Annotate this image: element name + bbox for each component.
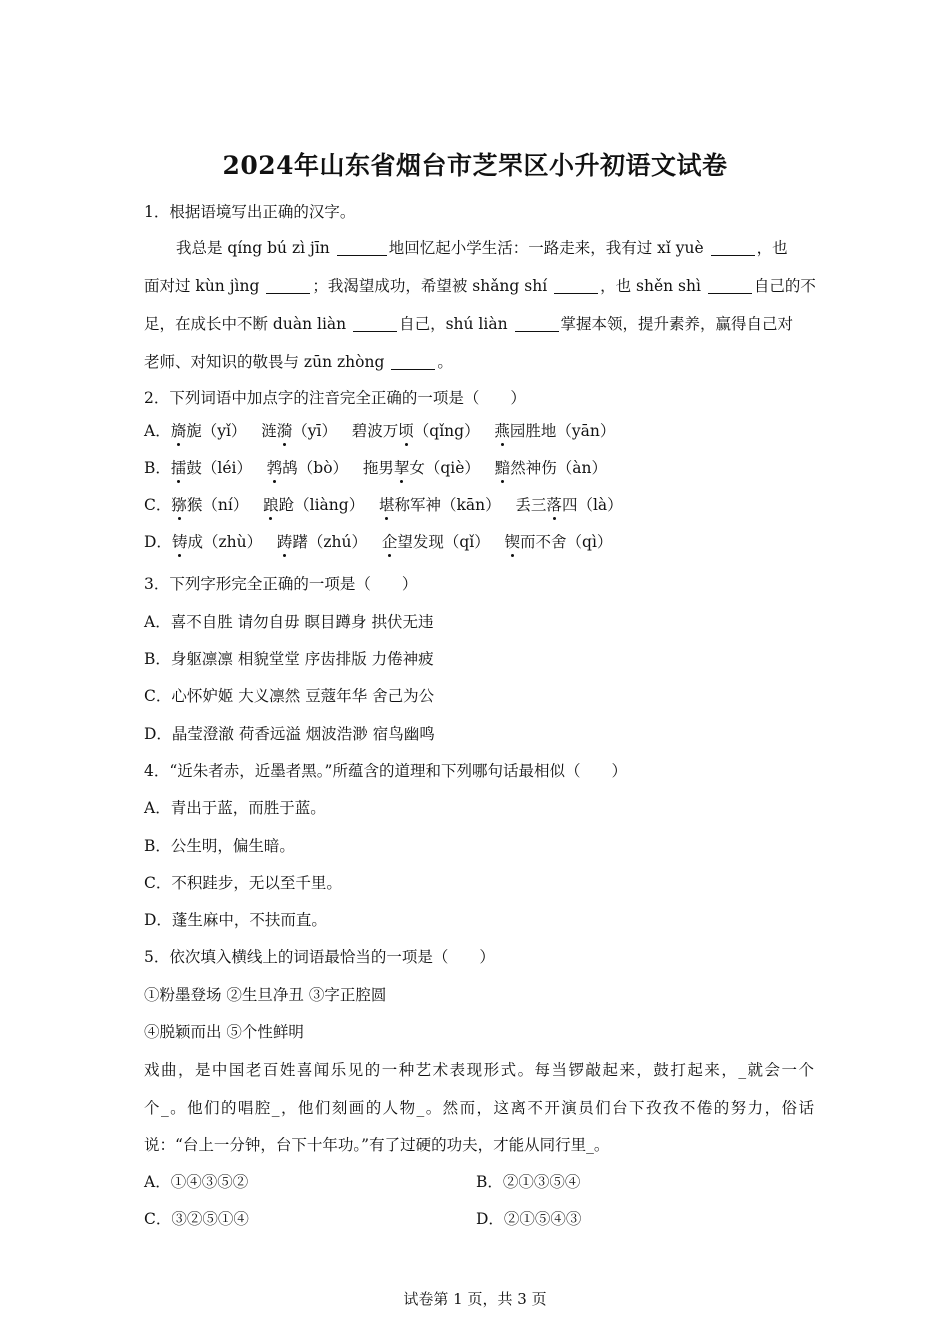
answer-blank[interactable] — [266, 278, 310, 295]
q5-passage-line: 戏曲，是中国老百姓喜闻乐见的一种艺术表现形式。每当锣敲起来，鼓打起来，_就会一个 — [144, 1061, 814, 1079]
q1-text: 自己，shú liàn — [399, 315, 508, 333]
q1-text: ；我渴望成功，希望被 shǎng shí — [312, 277, 548, 295]
q4-option-c[interactable]: C．不积跬步，无以至千里。 — [144, 874, 342, 892]
q5-choices-1: ①粉墨登场 ②生旦净丑 ③字正腔圆 — [144, 986, 387, 1004]
q3-option-c[interactable]: C．心怀妒姬 大义凛然 豆蔻年华 舍己为公 — [144, 687, 435, 705]
q5-passage-line: 个_。他们的唱腔_，他们刻画的人物_。然而，这离不开演员们台下孜孜不倦的努力，俗话 — [144, 1099, 814, 1117]
dotted-char: 落 — [546, 493, 562, 515]
dotted-char: 猕 — [171, 493, 187, 515]
answer-blank[interactable] — [391, 354, 435, 371]
q1-text: ，也 shěn shì — [600, 277, 701, 295]
dotted-char: 堪 — [379, 493, 395, 515]
dotted-char: 企 — [382, 530, 398, 552]
q2-stem: 2．下列词语中加点字的注音完全正确的一项是（ ） — [144, 389, 526, 407]
q5-option-a[interactable]: A．①④③⑤② — [144, 1173, 249, 1191]
q2-option-d[interactable]: D．铸成（zhù） 踌躇（zhú） 企望发现（qǐ） 锲而不舍（qì） — [144, 530, 814, 552]
q5-option-b[interactable]: B．②①③⑤④ — [476, 1173, 581, 1191]
dotted-char: 锲 — [505, 530, 521, 552]
dotted-char: 踌 — [277, 530, 293, 552]
answer-blank[interactable] — [515, 316, 559, 333]
q5-choices-2: ④脱颖而出 ⑤个性鲜明 — [144, 1023, 304, 1041]
q2-option-a[interactable]: A．旖旎（yǐ） 涟漪（yī） 碧波万顷（qǐng） 燕园胜地（yān） — [144, 419, 814, 441]
q1-text: 。 — [437, 353, 453, 371]
dotted-char: 顷 — [398, 419, 414, 441]
answer-blank[interactable] — [353, 316, 397, 333]
page-title: 2024年山东省烟台市芝罘区小升初语文试卷 — [222, 151, 728, 180]
answer-blank[interactable] — [708, 278, 752, 295]
dotted-char: 漪 — [277, 419, 293, 441]
q5-option-c[interactable]: C．③②⑤①④ — [144, 1210, 249, 1228]
answer-blank[interactable] — [337, 240, 387, 257]
q1-text: 面对过 kùn jìng — [144, 277, 260, 295]
option-label: B． — [144, 459, 171, 477]
q5-stem: 5．依次填入横线上的词语最恰当的一项是（ ） — [144, 948, 495, 966]
q3-stem: 3．下列字形完全正确的一项是（ ） — [144, 575, 418, 593]
dotted-char: 旖 — [171, 419, 187, 441]
q2-option-c[interactable]: C．猕猴（ní） 踉跄（liàng） 堪称军神（kān） 丢三落四（là） — [144, 493, 814, 515]
q3-option-a[interactable]: A．喜不自胜 请勿自毋 瞑目蹲身 拱伏无违 — [144, 613, 434, 631]
q1-text: 地回忆起小学生活：一路走来，我有过 xǐ yuè — [388, 239, 704, 257]
q1-text: 老师、对知识的敬畏与 zūn zhòng — [144, 353, 385, 371]
page-footer: 试卷第 1 页，共 3 页 — [403, 1290, 547, 1308]
q1-text: ，也 — [756, 239, 788, 257]
q4-option-d[interactable]: D．蓬生麻中，不扶而直。 — [144, 911, 327, 929]
q1-line-2 — [144, 274, 814, 296]
q1-text: 我总是 qíng bú zì jīn — [176, 239, 330, 257]
q3-option-b[interactable]: B．身躯凛凛 相貌堂堂 序齿排版 力倦神疲 — [144, 650, 434, 668]
dotted-char: 黯 — [495, 456, 511, 478]
answer-blank[interactable] — [711, 240, 755, 257]
dotted-char: 燕 — [494, 419, 510, 441]
q1-line-1 — [176, 236, 814, 258]
q4-option-a[interactable]: A．青出于蓝，而胜于蓝。 — [144, 799, 326, 817]
option-label: D． — [144, 533, 172, 551]
q1-text: 足，在成长中不断 duàn liàn — [144, 315, 347, 333]
dotted-char: 挈 — [394, 456, 410, 478]
q5-option-d[interactable]: D．②①⑤④③ — [476, 1210, 582, 1228]
option-label: C． — [144, 496, 172, 514]
q1-line-4 — [144, 350, 814, 372]
option-label: A． — [144, 422, 171, 440]
q1-text: 自己的不 — [753, 277, 816, 295]
dotted-char: 踉 — [263, 493, 279, 515]
q1-text: 掌握本领，提升素养，赢得自己对 — [560, 315, 794, 333]
dotted-char: 铸 — [172, 530, 188, 552]
q4-option-b[interactable]: B．公生明，偏生暗。 — [144, 837, 295, 855]
q1-stem: 1．根据语境写出正确的汉字。 — [144, 203, 356, 221]
q4-stem: 4．“近朱者赤，近墨者黑。”所蕴含的道理和下列哪句话最相似（ ） — [144, 762, 627, 780]
q1-line-3 — [144, 312, 814, 334]
dotted-char: 擂 — [171, 456, 187, 478]
answer-blank[interactable] — [554, 278, 598, 295]
dotted-char: 鹁 — [267, 456, 283, 478]
q3-option-d[interactable]: D．晶莹澄澈 荷香远溢 烟波浩渺 宿鸟幽鸣 — [144, 725, 435, 743]
q5-passage-line: 说：“台上一分钟，台下十年功。”有了过硬的功夫，才能从同行里_。 — [144, 1136, 610, 1154]
q2-option-b[interactable]: B．擂鼓（léi） 鹁鸪（bò） 拖男挈女（qiè） 黯然神伤（àn） — [144, 456, 814, 478]
